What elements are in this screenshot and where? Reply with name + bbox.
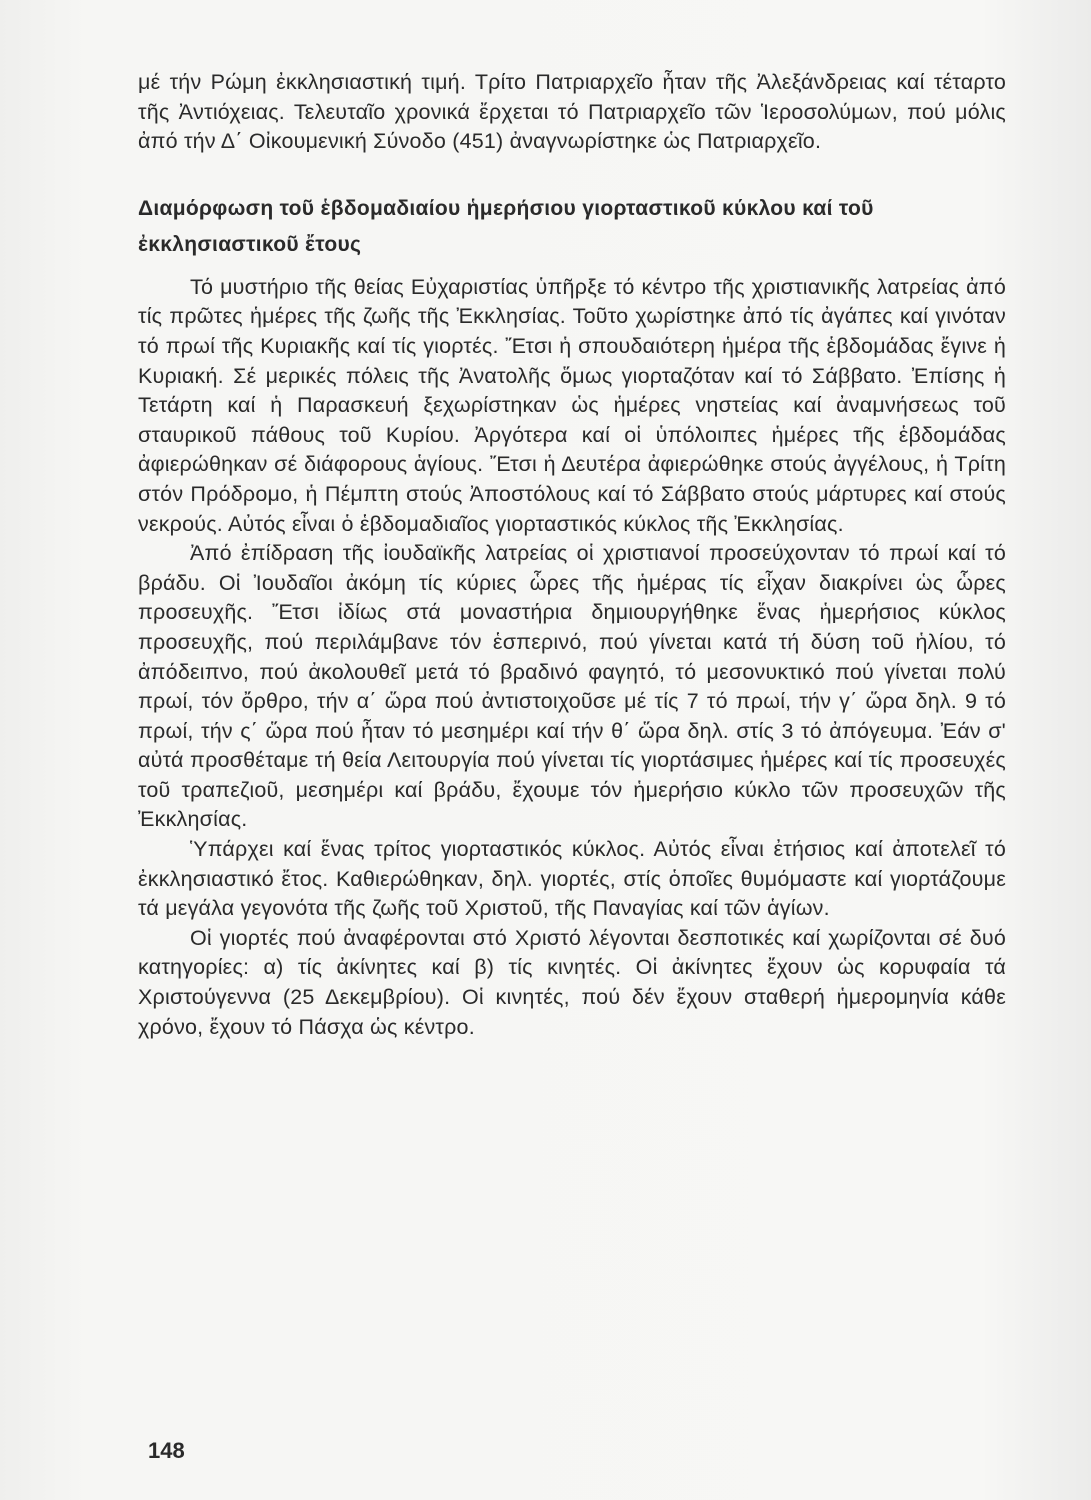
intro-paragraph: μέ τήν Ρώμη ἐκκλησιαστική τιμή. Τρίτο Πατριαρχεῖο ἦταν τῆς Ἀλεξάνδρειας καί τέταρτο τῆς Ἀντιόχειας. Τελευταῖο χρονικά ἔρχεται τό Πατριαρχεῖο τῶν Ἱεροσολύμων, πού μόλις ἀπό τήν Δ΄ Οἰκουμενική Σύνοδο (451) ἀναγνωρίστηκε ὡς Πατριαρχεῖο. [138, 70, 1006, 154]
page-number: 148 [148, 1438, 185, 1463]
paragraph-annual-cycle: Ὑπάρχει καί ἕνας τρίτος γιορταστικός κύκλος. Αὐτός εἶναι ἐτήσιος καί ἀποτελεῖ τό ἐκκλησιαστικό ἔτος. Καθιερώθηκαν, δηλ. γιορτές, στίς ὁποῖες θυμόμαστε καί γιορτάζουμε τά μεγάλα γεγονότα τῆς ζωῆς τοῦ Χριστοῦ, τῆς Παναγίας καί τῶν ἁγίων. [138, 837, 1006, 921]
paragraph-daily-cycle: Ἀπό ἐπίδραση τῆς ἰουδαϊκῆς λατρείας οἱ χριστιανοί προσεύχονταν τό πρωί καί τό βράδυ. Οἱ Ἰουδαῖοι ἀκόμη τίς κύριες ὧρες τῆς ἡμέρας τίς εἶχαν διακρίνει ὡς ὧρες προσευχῆς. Ἔτσι ἰδίως στά μοναστήρια δημιουργήθηκε ἕνας ἡμερήσιος κύκλος προσευχῆς, πού περιλάμβανε τόν ἑσπερινό, πού γίνεται κατά τή δύση τοῦ ἡλίου, τό ἀπόδειπνο, πού ἀκολουθεῖ μετά τό βραδινό φαγητό, τό μεσονυκτικό πού γίνεται πολύ πρωί, τόν ὄρθρο, τήν α΄ ὥρα πού ἀντιστοιχοῦσε μέ τίς 7 τό πρωί, τήν γ΄ ὥρα δηλ. 9 τό πρωί, τήν ς΄ ὥρα πού ἦταν τό μεσημέρι καί τήν θ΄ ὥρα δηλ. στίς 3 τό ἀπόγευμα. Ἐάν σ' αὐτά προσθέταμε τή θεία Λειτουργία πού γίνεται τίς γιορτάσιμες ἡμέρες καί τίς προσευχές τοῦ τραπεζιοῦ, μεσημέρι καί βράδυ, ἔχουμε τόν ἡμερήσιο κύκλο τῶν προσευχῶν τῆς Ἐκκλησίας. [138, 541, 1006, 832]
paragraph-weekly-cycle: Τό μυστήριο τῆς θείας Εὐχαριστίας ὑπῆρξε τό κέντρο τῆς χριστιανικῆς λατρείας ἀπό τίς πρῶτες ἡμέρες τῆς ζωῆς τῆς Ἐκκλησίας. Τοῦτο χωρίστηκε ἀπό τίς ἀγάπες καί γινόταν τό πρωί τῆς Κυριακῆς καί τίς γιορτές. Ἔτσι ἡ σπουδαιότερη ἡμέρα τῆς ἑβδομάδας ἔγινε ἡ Κυριακή. Σέ μερικές πόλεις τῆς Ἀνατολῆς ὅμως γιορταζόταν καί τό Σάββατο. Ἐπίσης ἡ Τετάρτη καί ἡ Παρασκευή ξεχωρίστηκαν ὡς ἡμέρες νηστείας καί ἀναμνήσεως τοῦ σταυρικοῦ πάθους τοῦ Κυρίου. Ἀργότερα καί οἱ ὑπόλοιπες ἡμέρες τῆς ἑβδομάδας ἀφιερώθηκαν σέ διάφορους ἁγίους. Ἔτσι ἡ Δευτέρα ἀφιερώθηκε στούς ἀγγέλους, ἡ Τρίτη στόν Πρόδρομο, ἡ Πέμπτη στούς Ἀποστόλους καί τό Σάββατο στούς μάρτυρες καί στούς νεκρούς. Αὐτός εἶναι ὁ ἑβδομαδιαῖος γιορταστικός κύκλος τῆς Ἐκκλησίας. [138, 274, 1006, 536]
paragraph-feasts: Οἱ γιορτές πού ἀναφέρονται στό Χριστό λέγονται δεσποτικές καί χωρίζονται σέ δυό κατηγορίες: α) τίς ἀκίνητες καί β) τίς κινητές. Οἱ ἀκίνητες ἔχουν ὡς κορυφαία τά Χριστούγεννα (25 Δεκεμβρίου). Οἱ κινητές, πού δέν ἔχουν σταθερή ἡμερομηνία κάθε χρόνο, ἔχουν τό Πάσχα ὡς κέντρο. [138, 925, 1006, 1039]
section-heading: Διαμόρφωση τοῦ ἑβδομαδιαίου ἡμερήσιου γιορταστικοῦ κύκλου καί τοῦ ἐκκλησιαστικοῦ ἔτους [138, 196, 874, 256]
text-body [138, 68, 1006, 1042]
